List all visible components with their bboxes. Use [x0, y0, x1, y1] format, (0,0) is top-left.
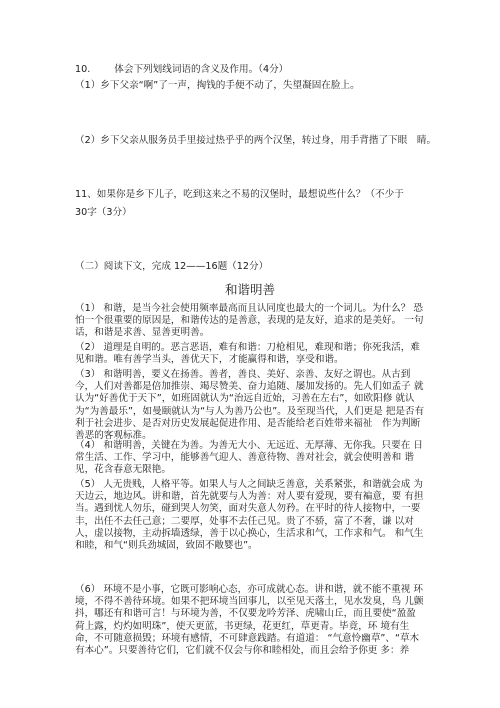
article-paragraph-5: （5） 人无贵贱，人格平等。如果人与人之间缺乏善意，关系紧张，和谐就会成 为天边云，地边风。讲和谐，首先就要与人为善：对人要有爱现，要有褊意，要 有担当。遇到忧人勿乐，碰到哭人勿笑，面对失意人勿矜。在平时的待人接物中，一要丰，出任不去任己意；二要厚，处事不去任己见。贵了不骄，富了不奢，谦 以对人，虚以接物，主动拆墙透绿，善于以心换心，生活求和气，工作求和气。 和气生和睦，和气“则兵劲城固，致固不敞婴也”。: [75, 479, 424, 552]
article-title: 和谐明善: [224, 282, 275, 297]
article-paragraph-3: （3） 和谐明善，要义在扬善。善者，善良、美好、亲善、友好之谓也。从古到 今，人们对善都是倍加推崇、竭尽赞美、奋力追随、屡加发扬的。先人们如孟子 就认为“好善优于天下”，如班固就认为“治远自近始，习善在左右”，如欧阳修 就认为“为善最乐”，如曼颐就认为“与人为善乃公也”。及至现当代，人们更是 把是否有利于社会进步、是否对历史发展起促进作用、是否能给老百姓带来福祉 作为判断善恶的客观标准。: [75, 369, 425, 442]
question-10-item-1: （1）乡下父亲“啊”了一声，掏钱的手便不动了，失望凝固在脸上。: [75, 80, 360, 91]
question-11-line-2: 30字（3分）: [75, 207, 132, 218]
article-paragraph-4: （4） 和谐明善，关键在为善。为善无大小、无远近、无厚薄、无你我。只要在 日常生活、工作、学习中，能够善气迎人、善意待物、善对社会，就会使明善和 谐见，花含春意无限艳。: [75, 440, 423, 476]
article-paragraph-2: （2） 道理是自明的。恶言恶语，难有和谐：刀枪相见，难现和谐；你死我活，难见和谐。唯有善学当头，善优天下，才能赢得和谐，享受和谐。: [75, 342, 420, 366]
section-header: （二）阅读下文，完成 12——16题（12分）: [75, 261, 269, 272]
question-text: 体会下列划线词语的含义及作用。（4分）: [114, 64, 289, 75]
article-paragraph-6: （6） 环境不是小事，它既可影响心态，亦可成就心态。讲和谐，就不能不重视 环境，不得不善待环境。如果不把环境当回事儿，以至见天落土，见水发臭，鸟 儿颤抖，哪还有和谐可言！与环境为善，不仅要龙吟芳泽、虎啸山丘，而且要使“盈盈荷上露，灼灼如明珠”，使天更蓝，书更绿，花更红，草更青。毕竟，环 境有生命，不可随意损毁；环境有感情，不可肆意践踏。有道道： “气意怜幽草”、“草木有本心”。只要善待它们，它们就不仅会与你和睦相处，而且会给予你更 多：养: [75, 584, 424, 657]
article-paragraph-1: （1） 和谐，是当今社会使用频率最高而且认同度也最大的一个词儿。为什么？ 恐怕一个很重要的原因是，和谐传达的是善意，表现的是友好，追求的是美好。 一句话，和谐是求善、显善更明善。: [75, 303, 424, 339]
question-number: 10.: [75, 64, 91, 75]
question-10-prompt: [75, 64, 288, 76]
question-10-item-2: （2）乡下父亲从服务员手里接过热乎乎的两个汉堡，转过身，用手背揩了下眼 睛。: [75, 135, 437, 146]
question-11-line-1: 11、如果你是乡下儿子，吃到这来之不易的汉堡时，最想说些什么？（不少于: [75, 189, 404, 200]
